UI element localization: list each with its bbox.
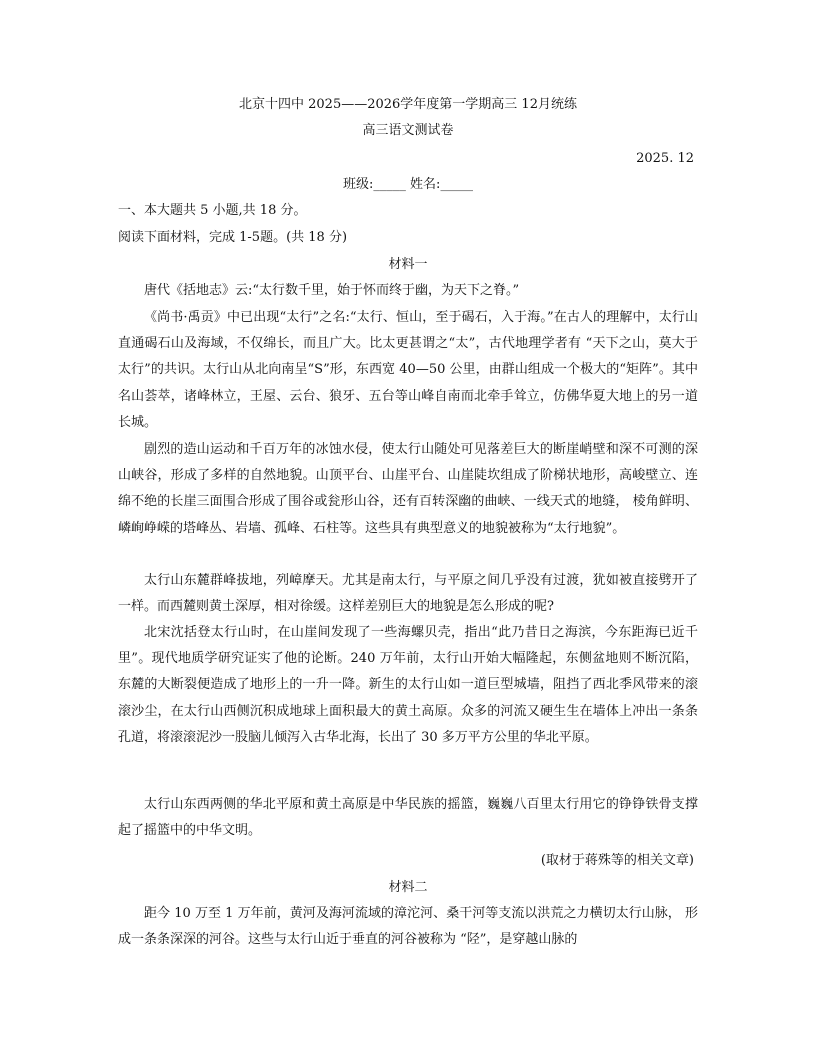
exam-title: 北京十四中 2025——2026学年度第一学期高三 12月统练 bbox=[239, 97, 577, 112]
material1-source: (取材于蒋殊等的相关文章) bbox=[540, 853, 694, 868]
material2-paragraph-1: 距今 10 万至 1 万年前，黄河及海河流域的漳沱河、桑干河等支流以洪荒之力横切太行山脉， 形成一条条深深的河谷。这些与太行山近于垂直的河谷被称为 “陉”，是穿越山脉的 bbox=[118, 906, 698, 948]
exam-subtitle: 高三语文测试卷 bbox=[362, 123, 454, 138]
material1-title: 材料一 bbox=[388, 257, 428, 272]
section-instruction: 阅读下面材料，完成 1-5题。(共 18 分) bbox=[118, 230, 348, 245]
material1-paragraph-2: 《尚书·禹贡》中已出现“太行”之名:“太行、恒山，至于碣石，入于海。”在古人的理解中，太行山直通碣石山及海域，不仅绵长，而且广大。比太更甚谓之“太”，古代地理学者有 “天下之山，莫大于太行”的共识。太行山从北向南呈“S”形，东西宽 40—50 公里，由群山组成一个极大的“矩阵”。其中名山荟萃，诸峰林立，王屋、云台、狼牙、五台等山峰自南而北牵手耸立，仿佛华夏大地上的另一道长城。 bbox=[118, 310, 698, 430]
class-name-line: 班级:_____ 姓名:_____ bbox=[343, 177, 473, 192]
material1-paragraph-6: 太行山东西两侧的华北平原和黄土高原是中华民族的摇篮，巍巍八百里太行用它的铮铮铁骨支撑起了摇篮中的中华文明。 bbox=[118, 797, 698, 839]
section-heading: 一、本大题共 5 小题,共 18 分。 bbox=[118, 203, 307, 218]
material1-paragraph-4: 太行山东麓群峰拔地，列嶂摩天。尤其是南太行，与平原之间几乎没有过渡，犹如被直接劈开了一样。而西麓则黄土深厚，相对徐缓。这样差别巨大的地貌是怎么形成的呢? bbox=[118, 573, 698, 615]
exam-date: 2025. 12 bbox=[636, 151, 694, 166]
material1-paragraph-3: 剧烈的造山运动和千百万年的冰蚀水侵，使太行山随处可见落差巨大的断崖峭壁和深不可测的深山峡谷，形成了多样的自然地貌。山顶平台、山崖平台、山崖陡坎组成了阶梯状地形，高峻壁立、连绵不绝的长崖三面围合形成了围谷或瓮形山谷，还有百转深幽的曲峡、一线天式的地缝， 棱角鲜明、嶙峋峥嵘的塔峰丛、岩墙、孤峰、石柱等。这些具有典型意义的地貌被称为“太行地貌”。 bbox=[118, 442, 698, 536]
material1-paragraph-5: 北宋沈括登太行山时，在山崖间发现了一些海螺贝壳，指出“此乃昔日之海滨，今东距海已近千里”。现代地质学研究证实了他的论断。240 万年前，太行山开始大幅隆起，东侧盆地则不断沉陷，东麓的大断裂便造成了地形上的一升一降。新生的太行山如一道巨型城墙，阻挡了西北季风带来的滚滚沙尘，在太行山西侧沉积成地球上面积最大的黄土高原。众多的河流又硬生生在墙体上冲出一条条孔道，将滚滚泥沙一股脑儿倾泻入古华北海，长出了 30 多万平方公里的华北平原。 bbox=[118, 625, 698, 745]
material1-paragraph-1: 唐代《括地志》云:“太行数千里，始于怀而终于幽，为天下之脊。” bbox=[144, 283, 520, 298]
material2-title: 材料二 bbox=[388, 880, 428, 895]
